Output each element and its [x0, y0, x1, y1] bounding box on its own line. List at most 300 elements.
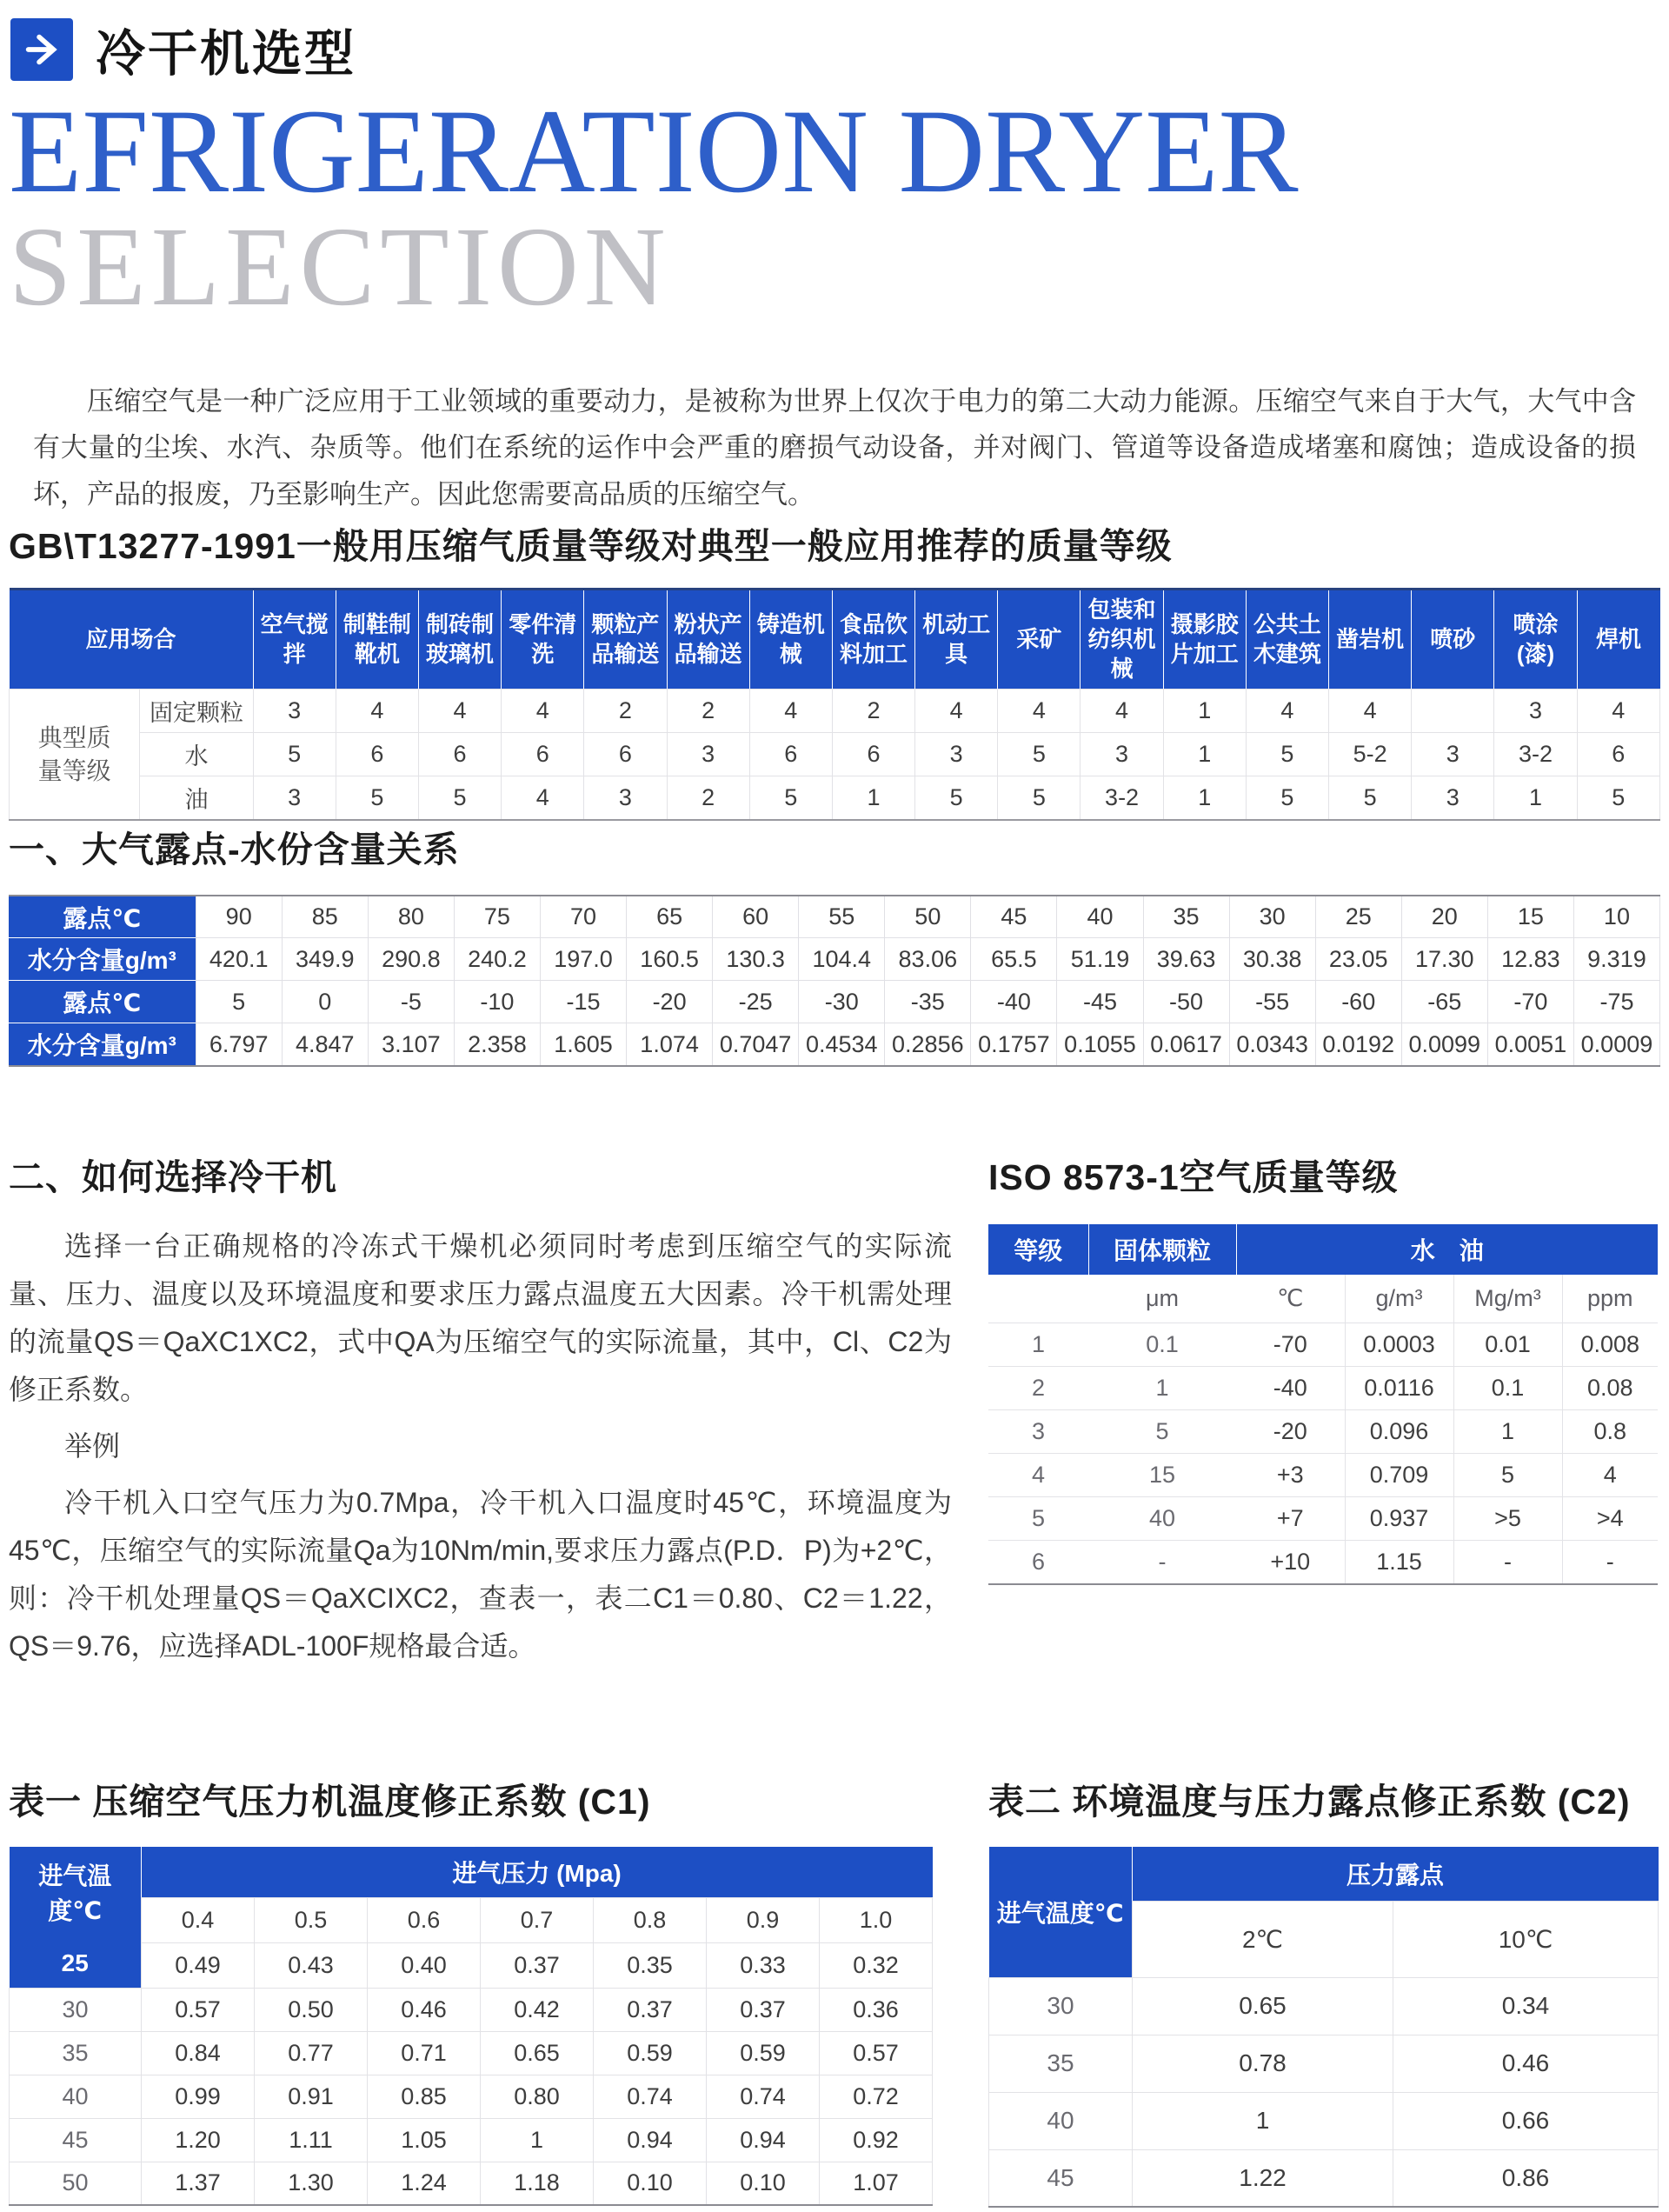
dewpoint-value-cell: -70 — [1487, 981, 1573, 1023]
table-row — [10, 776, 1660, 820]
c1-value-cell: 1.24 — [368, 2162, 481, 2205]
c1-value-cell: 0.65 — [481, 2031, 594, 2075]
dewpoint-value-cell: -75 — [1573, 981, 1659, 1023]
iso-value-cell: 0.937 — [1345, 1497, 1453, 1541]
dewpoint-value-cell: 23.05 — [1315, 938, 1401, 981]
table-row — [10, 1897, 933, 1942]
c1-pressure-header-cell: 0.6 — [368, 1897, 481, 1942]
iso-value-cell: 0.0003 — [1345, 1323, 1453, 1367]
dewpoint-value-cell: 420.1 — [196, 938, 282, 981]
dewpoint-value-cell: 349.9 — [282, 938, 368, 981]
gb-value-cell: 3 — [1081, 733, 1163, 776]
c1-value-cell: 1.18 — [481, 2162, 594, 2205]
gb-value-cell — [1412, 690, 1494, 733]
c1-value-cell: 0.91 — [255, 2075, 368, 2118]
gb-value-cell: 5 — [998, 776, 1081, 820]
gb-value-cell: 5 — [915, 776, 998, 820]
iso-air-quality-table — [988, 1224, 1658, 1585]
dewpoint-value-cell: 0.0343 — [1229, 1023, 1315, 1066]
table-row — [10, 690, 1660, 733]
gb-value-cell: 5 — [1246, 776, 1328, 820]
c1-pressure-header-cell: 0.4 — [142, 1897, 255, 1942]
gb-column-header: 制鞋制靴机 — [336, 589, 418, 689]
gb-value-cell: 3 — [253, 776, 336, 820]
dewpoint-value-cell: 0.4534 — [799, 1023, 885, 1066]
iso-subheader-cell: ppm — [1562, 1275, 1658, 1323]
table-row — [988, 1224, 1658, 1275]
gb-row-label: 油 — [140, 776, 253, 820]
iso-value-cell: 0.8 — [1562, 1410, 1658, 1454]
iso-value-cell: +10 — [1236, 1541, 1345, 1584]
c1-pressure-header-cell: 1.0 — [820, 1897, 933, 1942]
table-c1-title: 表一 压缩空气压力机温度修正系数 (C1) — [9, 1782, 651, 1822]
c1-temperature-label: 45 — [10, 2118, 142, 2162]
c2-value-cell: 0.66 — [1393, 2092, 1659, 2149]
c1-pressure-span-header: 进气压力 (Mpa) — [142, 1847, 933, 1897]
iso-value-cell: 0.096 — [1345, 1410, 1453, 1454]
dewpoint-value-cell: 3.107 — [368, 1023, 454, 1066]
gb-value-cell: 5 — [1329, 776, 1412, 820]
c1-value-cell: 0.32 — [820, 1942, 933, 1988]
c2-temperature-label: 40 — [989, 2092, 1133, 2149]
dewpoint-section-title: 一、大气露点-水份含量关系 — [9, 829, 460, 869]
iso-value-cell: 0.1 — [1453, 1367, 1562, 1410]
dewpoint-value-cell: -15 — [540, 981, 626, 1023]
iso-subheader-cell: Mg/m³ — [1453, 1275, 1562, 1323]
dewpoint-value-cell: 0.0009 — [1573, 1023, 1659, 1066]
iso-value-cell: 1 — [1453, 1410, 1562, 1454]
gb-column-header: 喷涂(漆) — [1494, 589, 1577, 689]
dewpoint-value-cell: 0 — [282, 981, 368, 1023]
dewpoint-value-cell: 0.0051 — [1487, 1023, 1573, 1066]
c1-value-cell: 0.43 — [255, 1942, 368, 1988]
c1-pressure-header-cell: 0.8 — [594, 1897, 707, 1942]
c1-value-cell: 1.05 — [368, 2118, 481, 2162]
c1-value-cell: 1.30 — [255, 2162, 368, 2205]
c1-value-cell: 0.40 — [368, 1942, 481, 1988]
c1-value-cell: 0.59 — [594, 2031, 707, 2075]
dewpoint-value-cell: 0.0192 — [1315, 1023, 1401, 1066]
intro-paragraph: 压缩空气是一种广泛应用于工业领域的重要动力，是被称为世界上仅次于电力的第二大动力能源。压缩空气来自于大气，大气中含有大量的尘埃、水汽、杂质等。他们在系统的运作中会严重的磨损气动设备，并对阀门、管道等设备造成堵塞和腐蚀；造成设备的损坏，产品的报废，乃至影响生产。因此您需要高品质的压缩空气。 — [33, 386, 1636, 510]
gb-value-cell: 6 — [336, 733, 418, 776]
iso-value-cell: 5 — [1088, 1410, 1236, 1454]
table-row — [989, 1847, 1659, 1901]
table-row — [10, 2031, 933, 2075]
c1-value-cell: 0.10 — [707, 2162, 820, 2205]
iso-grade-cell: 1 — [988, 1323, 1088, 1367]
dewpoint-value-cell: 65 — [627, 896, 713, 938]
table-row — [989, 1977, 1659, 2035]
dewpoint-value-cell: 104.4 — [799, 938, 885, 981]
table-row — [988, 1541, 1658, 1584]
iso-value-cell: +3 — [1236, 1454, 1345, 1497]
iso-value-cell: 0.0116 — [1345, 1367, 1453, 1410]
table-row — [989, 2149, 1659, 2207]
dewpoint-value-cell: -50 — [1143, 981, 1229, 1023]
dewpoint-value-cell: 2.358 — [454, 1023, 540, 1066]
iso-value-cell: -40 — [1236, 1367, 1345, 1410]
c1-value-cell: 1.11 — [255, 2118, 368, 2162]
c2-value-cell: 1.22 — [1133, 2149, 1393, 2207]
table-row — [988, 1497, 1658, 1541]
gb-value-cell: 4 — [915, 690, 998, 733]
gb-value-cell: 6 — [584, 733, 667, 776]
iso-value-cell: 1.15 — [1345, 1541, 1453, 1584]
iso-value-cell: - — [1562, 1541, 1658, 1584]
c2-dewpoint-span-header: 压力露点 — [1133, 1847, 1659, 1901]
dewpoint-value-cell: 0.2856 — [885, 1023, 971, 1066]
dewpoint-value-cell: 130.3 — [713, 938, 799, 981]
c1-value-cell: 1.07 — [820, 2162, 933, 2205]
c1-pressure-header-cell: 0.5 — [255, 1897, 368, 1942]
dewpoint-value-cell: 197.0 — [540, 938, 626, 981]
iso-value-cell: 40 — [1088, 1497, 1236, 1541]
gb-value-cell: 1 — [1494, 776, 1577, 820]
table-row — [988, 1275, 1658, 1323]
c1-temperature-label: 30 — [10, 1988, 142, 2031]
gb-value-cell: 4 — [998, 690, 1081, 733]
gb-value-cell: 4 — [1081, 690, 1163, 733]
gb-value-cell: 4 — [1577, 690, 1659, 733]
c1-value-cell: 0.50 — [255, 1988, 368, 2031]
c2-value-cell: 0.86 — [1393, 2149, 1659, 2207]
gb-row-group-label: 典型质量等级 — [10, 690, 140, 820]
c1-value-cell: 1.37 — [142, 2162, 255, 2205]
c1-value-cell: 0.94 — [594, 2118, 707, 2162]
gb-value-cell: 4 — [1246, 690, 1328, 733]
dewpoint-value-cell: 35 — [1143, 896, 1229, 938]
brand-header — [9, 14, 1660, 85]
iso-value-cell: -20 — [1236, 1410, 1345, 1454]
c2-value-cell: 0.46 — [1393, 2035, 1659, 2092]
c1-value-cell: 0.35 — [594, 1942, 707, 1988]
gb-value-cell: 5 — [1246, 733, 1328, 776]
dewpoint-value-cell: -45 — [1057, 981, 1143, 1023]
c1-value-cell: 1.20 — [142, 2118, 255, 2162]
gb-value-cell: 4 — [749, 690, 832, 733]
dewpoint-value-cell: 83.06 — [885, 938, 971, 981]
iso-subheader-cell: μm — [1088, 1275, 1236, 1323]
c1-value-cell: 0.37 — [594, 1988, 707, 2031]
gb-value-cell: 5 — [749, 776, 832, 820]
gb-value-cell: 5 — [998, 733, 1081, 776]
gb-column-header: 制砖制玻璃机 — [418, 589, 501, 689]
gb-value-cell: 4 — [336, 690, 418, 733]
bottom-two-column-section — [9, 1773, 1660, 2208]
iso-grade-cell: 3 — [988, 1410, 1088, 1454]
dewpoint-row-label: 露点℃ — [9, 981, 196, 1023]
dewpoint-value-cell: -35 — [885, 981, 971, 1023]
dewpoint-value-cell: 51.19 — [1057, 938, 1143, 981]
table-row — [9, 896, 1660, 938]
gb-value-cell: 2 — [584, 690, 667, 733]
c1-value-cell: 1 — [481, 2118, 594, 2162]
gb-corner-header: 应用场合 — [10, 589, 254, 689]
dewpoint-value-cell: 1.605 — [540, 1023, 626, 1066]
table-row — [989, 2092, 1659, 2149]
table-row — [10, 589, 1660, 689]
dewpoint-value-cell: 5 — [196, 981, 282, 1023]
c1-value-cell: 0.94 — [707, 2118, 820, 2162]
iso-header-water-oil: 水 油 — [1236, 1224, 1658, 1275]
dewpoint-value-cell: 9.319 — [1573, 938, 1659, 981]
iso-value-cell: 0.008 — [1562, 1323, 1658, 1367]
gb-column-header: 粉状产品输送 — [667, 589, 749, 689]
c1-value-cell: 0.37 — [481, 1942, 594, 1988]
iso-value-cell: >5 — [1453, 1497, 1562, 1541]
iso-subheader-cell: g/m³ — [1345, 1275, 1453, 1323]
c1-value-cell: 0.37 — [707, 1988, 820, 2031]
gb-value-cell: 4 — [502, 776, 584, 820]
gb-column-header: 凿岩机 — [1329, 589, 1412, 689]
gb-value-cell: 1 — [1163, 690, 1246, 733]
selection-paragraph-example: 冷干机入口空气压力为0.7Mpa，冷干机入口温度时45℃，环境温度为45℃，压缩空气的实际流量Qa为10Nm/min,要求压力露点(P.D．P)为+2℃，则：冷干机处理量QS＝QaXCIXC2，查表一，表二C1＝0.80、C2＝1.22，QS＝9.76，应选择ADL-100F规格最合适。 — [9, 1487, 952, 1662]
table-row — [10, 2075, 933, 2118]
dewpoint-value-cell: 4.847 — [282, 1023, 368, 1066]
gb-value-cell: 6 — [832, 733, 914, 776]
table-row — [988, 1454, 1658, 1497]
dewpoint-row-label: 水分含量g/m³ — [9, 938, 196, 981]
c2-corner-header: 进气温度℃ — [989, 1847, 1133, 1977]
gb-value-cell: 3 — [1412, 733, 1494, 776]
c2-value-cell: 1 — [1133, 2092, 1393, 2149]
table-row — [10, 1988, 933, 2031]
iso-value-cell: 1 — [1088, 1367, 1236, 1410]
gb-column-header: 机动工具 — [915, 589, 998, 689]
dewpoint-value-cell: -10 — [454, 981, 540, 1023]
c1-corner-line2: 25 — [61, 1949, 89, 1976]
c1-value-cell: 0.33 — [707, 1942, 820, 1988]
dewpoint-value-cell: 15 — [1487, 896, 1573, 938]
dewpoint-value-cell: 65.5 — [971, 938, 1057, 981]
c1-value-cell: 0.57 — [142, 1988, 255, 2031]
gb-value-cell: 6 — [749, 733, 832, 776]
gb-column-header: 喷砂 — [1412, 589, 1494, 689]
c2-value-cell: 0.65 — [1133, 1977, 1393, 2035]
dewpoint-value-cell: 6.797 — [196, 1023, 282, 1066]
table-row — [988, 1410, 1658, 1454]
dewpoint-value-cell: 50 — [885, 896, 971, 938]
gb-value-cell: 5 — [418, 776, 501, 820]
dewpoint-value-cell: 12.83 — [1487, 938, 1573, 981]
dewpoint-row-label: 露点℃ — [9, 896, 196, 938]
iso-grade-cell: 2 — [988, 1367, 1088, 1410]
c1-value-cell: 0.46 — [368, 1988, 481, 2031]
dewpoint-value-cell: -20 — [627, 981, 713, 1023]
gb-value-cell: 5 — [1577, 776, 1659, 820]
table-row — [10, 1942, 933, 1988]
gb-value-cell: 3 — [253, 690, 336, 733]
iso-value-cell: 5 — [1453, 1454, 1562, 1497]
title-english-line2: SELECTION — [9, 203, 671, 330]
c2-dewpoint-header-cell: 10℃ — [1393, 1901, 1659, 1977]
c1-value-cell: 0.99 — [142, 2075, 255, 2118]
gb-value-cell: 3-2 — [1081, 776, 1163, 820]
iso-value-cell: 0.709 — [1345, 1454, 1453, 1497]
c1-pressure-header-cell: 0.9 — [707, 1897, 820, 1942]
dewpoint-value-cell: 45 — [971, 896, 1057, 938]
arrow-logo — [10, 18, 73, 81]
dewpoint-value-cell: 30.38 — [1229, 938, 1315, 981]
gb-value-cell: 4 — [1329, 690, 1412, 733]
table-c2-column — [988, 1773, 1662, 2208]
gb-table-title: GB\T13277-1991一般用压缩气质量等级对典型一般应用推荐的质量等级 — [9, 525, 1173, 566]
iso-value-cell: -70 — [1236, 1323, 1345, 1367]
dewpoint-value-cell: 20 — [1401, 896, 1487, 938]
dewpoint-value-cell: -5 — [368, 981, 454, 1023]
c1-pressure-header-cell: 0.7 — [481, 1897, 594, 1942]
dewpoint-value-cell: 10 — [1573, 896, 1659, 938]
dewpoint-value-cell: 0.1757 — [971, 1023, 1057, 1066]
dewpoint-value-cell: 39.63 — [1143, 938, 1229, 981]
c1-value-cell: 0.49 — [142, 1942, 255, 1988]
dewpoint-value-cell: -30 — [799, 981, 885, 1023]
iso-grade-cell: 5 — [988, 1497, 1088, 1541]
c1-value-cell: 0.72 — [820, 2075, 933, 2118]
table-row — [9, 938, 1660, 981]
iso-value-cell: 0.1 — [1088, 1323, 1236, 1367]
dewpoint-value-cell: 0.7047 — [713, 1023, 799, 1066]
c1-value-cell: 0.92 — [820, 2118, 933, 2162]
c1-value-cell: 0.59 — [707, 2031, 820, 2075]
iso-value-cell: 0.01 — [1453, 1323, 1562, 1367]
dewpoint-value-cell: 160.5 — [627, 938, 713, 981]
c2-value-cell: 0.34 — [1393, 1977, 1659, 2035]
gb-value-cell: 2 — [667, 776, 749, 820]
c1-value-cell: 0.84 — [142, 2031, 255, 2075]
table-row — [989, 2035, 1659, 2092]
c2-value-cell: 0.78 — [1133, 2035, 1393, 2092]
c1-value-cell: 0.80 — [481, 2075, 594, 2118]
iso-value-cell: 4 — [1562, 1454, 1658, 1497]
iso-value-cell: - — [1088, 1541, 1236, 1584]
dewpoint-value-cell: 90 — [196, 896, 282, 938]
gb-column-header: 摄影胶片加工 — [1163, 589, 1246, 689]
iso-grade-cell: 4 — [988, 1454, 1088, 1497]
c1-value-cell: 0.42 — [481, 1988, 594, 2031]
arrow-icon — [22, 30, 62, 70]
table-row — [988, 1367, 1658, 1410]
iso-value-cell: +7 — [1236, 1497, 1345, 1541]
table-c2-title: 表二 环境温度与压力露点修正系数 (C2) — [988, 1782, 1631, 1822]
dewpoint-value-cell: 30 — [1229, 896, 1315, 938]
iso-header-particles: 固体颗粒 — [1088, 1224, 1236, 1275]
gb-value-cell: 4 — [502, 690, 584, 733]
iso-header-grade: 等级 — [988, 1224, 1088, 1275]
gb-value-cell: 4 — [418, 690, 501, 733]
dewpoint-value-cell: 1.074 — [627, 1023, 713, 1066]
dewpoint-value-cell: -40 — [971, 981, 1057, 1023]
dewpoint-moisture-table — [9, 895, 1660, 1067]
middle-two-column-section — [9, 1149, 1660, 1670]
gb-column-header: 铸造机械 — [749, 589, 832, 689]
gb-value-cell: 2 — [667, 690, 749, 733]
gb-column-header: 食品饮料加工 — [832, 589, 914, 689]
c1-value-cell: 0.57 — [820, 2031, 933, 2075]
c1-value-cell: 0.77 — [255, 2031, 368, 2075]
gb-value-cell: 3 — [1494, 690, 1577, 733]
c1-temperature-label: 40 — [10, 2075, 142, 2118]
iso-value-cell: - — [1453, 1541, 1562, 1584]
c1-corner-header — [10, 1847, 142, 1988]
c2-dewpoint-header-cell: 2℃ — [1133, 1901, 1393, 1977]
dewpoint-value-cell: -60 — [1315, 981, 1401, 1023]
selection-paragraph-1: 选择一台正确规格的冷冻式干燥机必须同时考虑到压缩空气的实际流量、压力、温度以及环境温度和要求压力露点温度五大因素。冷干机需处理的流量QS＝QaXC1XC2，式中QA为压缩空气的实际流量，其中，Cl、C2为修正系数。 — [9, 1229, 952, 1405]
gb-column-header: 包装和纺织机械 — [1081, 589, 1163, 689]
gb-value-cell: 1 — [832, 776, 914, 820]
dewpoint-value-cell: 60 — [713, 896, 799, 938]
gb-column-header: 空气搅拌 — [253, 589, 336, 689]
iso-column — [988, 1149, 1662, 1585]
gb-value-cell: 3 — [1412, 776, 1494, 820]
dewpoint-value-cell: 25 — [1315, 896, 1401, 938]
gb-column-header: 采矿 — [998, 589, 1081, 689]
c1-temperature-label: 50 — [10, 2162, 142, 2205]
c1-value-cell: 0.10 — [594, 2162, 707, 2205]
gb-quality-grade-table — [9, 588, 1660, 821]
temperature-correction-table-c1 — [9, 1847, 933, 2206]
gb-value-cell: 3 — [667, 733, 749, 776]
gb-value-cell: 6 — [502, 733, 584, 776]
iso-value-cell: 15 — [1088, 1454, 1236, 1497]
dewpoint-value-cell: 17.30 — [1401, 938, 1487, 981]
gb-value-cell: 3 — [915, 733, 998, 776]
gb-value-cell: 2 — [832, 690, 914, 733]
iso-subheader-cell — [988, 1275, 1088, 1323]
dewpoint-value-cell: 85 — [282, 896, 368, 938]
table-row — [10, 2162, 933, 2205]
table-row — [10, 2118, 933, 2162]
c1-temperature-label: 35 — [10, 2031, 142, 2075]
gb-column-header: 公共土木建筑 — [1246, 589, 1328, 689]
gb-value-cell: 3-2 — [1494, 733, 1577, 776]
selection-paragraph-example-label: 举例 — [64, 1429, 121, 1462]
gb-value-cell: 5 — [253, 733, 336, 776]
title-english-line1: EFRIGERATION DRYER — [9, 84, 1299, 217]
table-row — [10, 1847, 933, 1897]
dewpoint-value-cell: 0.0617 — [1143, 1023, 1229, 1066]
c2-temperature-label: 35 — [989, 2035, 1133, 2092]
gb-value-cell: 6 — [1577, 733, 1659, 776]
gb-value-cell: 5 — [336, 776, 418, 820]
iso-value-cell: >4 — [1562, 1497, 1658, 1541]
c1-corner-line1: 进气温度℃ — [38, 1862, 112, 1924]
table-c1-column — [9, 1773, 952, 2206]
selection-section-title: 二、如何选择冷干机 — [9, 1156, 337, 1197]
dewpoint-value-cell: -25 — [713, 981, 799, 1023]
dewpoint-value-cell: 0.1055 — [1057, 1023, 1143, 1066]
c2-temperature-label: 30 — [989, 1977, 1133, 2035]
table-row — [10, 733, 1660, 776]
dewpoint-value-cell: 290.8 — [368, 938, 454, 981]
c2-temperature-label: 45 — [989, 2149, 1133, 2207]
gb-column-header: 颗粒产品输送 — [584, 589, 667, 689]
c1-value-cell: 0.74 — [707, 2075, 820, 2118]
iso-table-title: ISO 8573-1空气质量等级 — [988, 1156, 1399, 1197]
dewpoint-value-cell: -65 — [1401, 981, 1487, 1023]
dewpoint-value-cell: 75 — [454, 896, 540, 938]
gb-value-cell: 1 — [1163, 776, 1246, 820]
selection-guide-column — [9, 1149, 952, 1670]
dewpoint-correction-table-c2 — [988, 1847, 1659, 2208]
gb-value-cell: 1 — [1163, 733, 1246, 776]
gb-column-header: 焊机 — [1577, 589, 1659, 689]
c1-value-cell: 0.36 — [820, 1988, 933, 2031]
c1-value-cell: 0.71 — [368, 2031, 481, 2075]
dewpoint-value-cell: 240.2 — [454, 938, 540, 981]
gb-column-header: 零件清洗 — [502, 589, 584, 689]
c1-value-cell: 0.85 — [368, 2075, 481, 2118]
